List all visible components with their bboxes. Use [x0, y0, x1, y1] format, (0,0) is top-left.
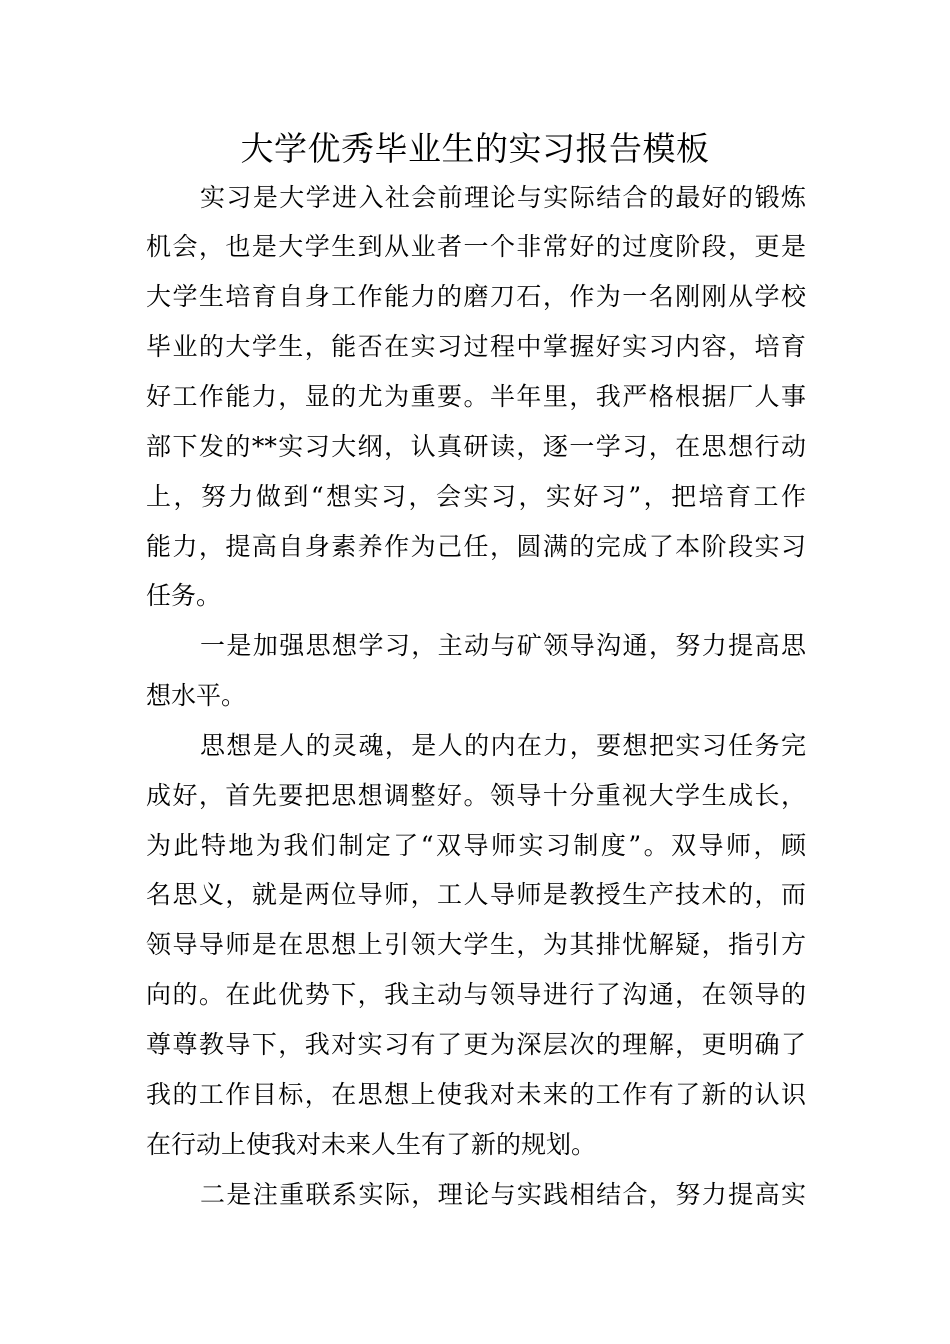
paragraph-line: 好工作能力，显的尤为重要。半年里，我严格根据厂人事: [146, 382, 806, 411]
paragraph-line: 二是注重联系实际，理论与实践相结合，努力提高实: [200, 1180, 806, 1209]
paragraph-line: 毕业的大学生，能否在实习过程中掌握好实习内容，培育: [146, 332, 806, 361]
paragraph-line: 上，努力做到“想实习，会实习，实好习”，把培育工作: [146, 482, 806, 511]
paragraph-line: 一是加强思想学习，主动与矿领导沟通，努力提高思: [200, 631, 806, 660]
document-title: 大学优秀毕业生的实习报告模板: [240, 129, 710, 168]
paragraph-line: 能力，提高自身素养作为己任，圆满的完成了本阶段实习: [146, 532, 806, 561]
paragraph-line: 成好，首先要把思想调整好。领导十分重视大学生成长，: [146, 781, 806, 810]
paragraph-line: 为此特地为我们制定了“双导师实习制度”。双导师，顾: [146, 831, 806, 860]
paragraph-line: 大学生培育自身工作能力的磨刀石，作为一名刚刚从学校: [146, 282, 806, 311]
paragraph-line: 实习是大学进入社会前理论与实际结合的最好的锻炼: [200, 183, 806, 212]
paragraph-line: 在行动上使我对未来人生有了新的规划。: [146, 1130, 597, 1159]
paragraph-line: 向的。在此优势下，我主动与领导进行了沟通，在领导的: [146, 980, 806, 1009]
paragraph-line: 我的工作目标，在思想上使我对未来的工作有了新的认识: [146, 1080, 806, 1109]
paragraph-line: 名思义，就是两位导师，工人导师是教授生产技术的，而: [146, 880, 806, 909]
paragraph-line: 任务。: [146, 581, 222, 610]
paragraph-line: 想水平。: [146, 681, 247, 710]
paragraph-line: 机会，也是大学生到从业者一个非常好的过度阶段，更是: [146, 232, 806, 261]
paragraph-line: 部下发的**实习大纲，认真研读，逐一学习，在思想行动: [146, 432, 806, 461]
paragraph-line: 尊尊教导下，我对实习有了更为深层次的理解，更明确了: [146, 1030, 806, 1059]
paragraph-line: 思想是人的灵魂，是人的内在力，要想把实习任务完: [200, 731, 806, 760]
paragraph-line: 领导导师是在思想上引领大学生，为其排忧解疑，指引方: [146, 930, 806, 959]
